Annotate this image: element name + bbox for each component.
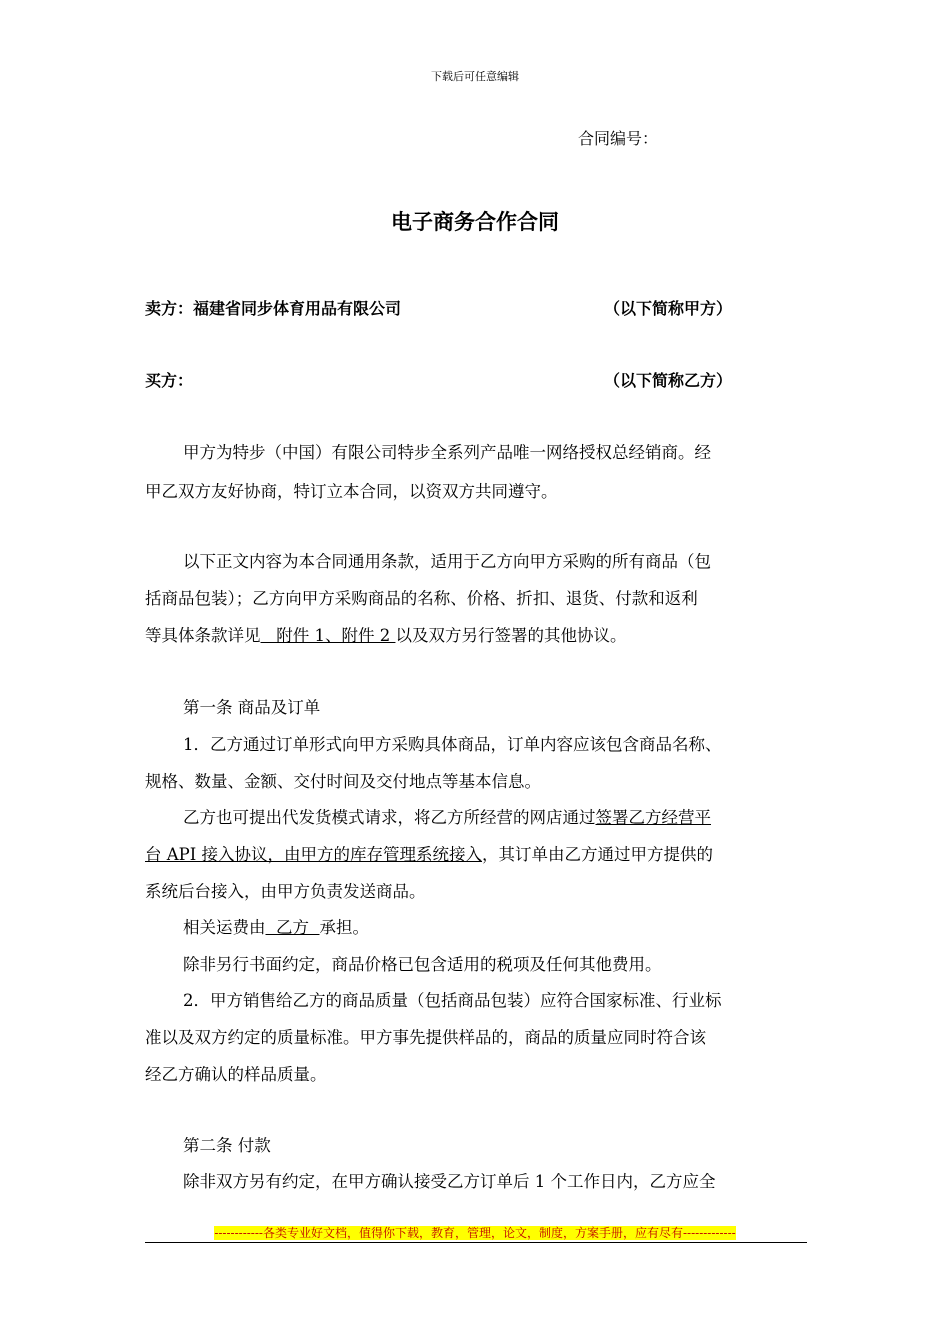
article-1-p2-line-1 xyxy=(183,804,711,828)
general-line-1: 以下正文内容为本合同通用条款，适用于乙方向甲方采购的所有商品（包 xyxy=(183,552,711,571)
article-1-p1-line-2: 规格、数量、金额、交付时间及交付地点等基本信息。 xyxy=(145,772,541,791)
article-1-p2-line-2-post: ，其订单由乙方通过甲方提供的 xyxy=(482,845,714,864)
article-1-p2-line-1-pre: 乙方也可提出代发货模式请求，将乙方所经营的网店通过 xyxy=(183,808,596,827)
header-note: 下载后可任意编辑 xyxy=(431,70,519,83)
article-1-title: 第一条 商品及订单 xyxy=(183,698,321,717)
freight-payer: 乙方 xyxy=(265,918,320,937)
document-title: 电子商务合作合同 xyxy=(391,210,559,234)
article-1-p2-line-2 xyxy=(145,841,713,865)
freight-line xyxy=(183,914,369,938)
freight-post: 承担。 xyxy=(319,918,369,937)
intro-line-1: 甲方为特步（中国）有限公司特步全系列产品唯一网络授权总经销商。经 xyxy=(183,443,711,462)
article-1-p3-line-3: 经乙方确认的样品质量。 xyxy=(145,1065,327,1084)
general-line-3-post: 以及双方另行签署的其他协议。 xyxy=(395,626,627,645)
contract-number-label: 合同编号： xyxy=(578,129,659,148)
general-line-3 xyxy=(145,622,626,646)
attachment-reference: 附件 1、附件 2 xyxy=(260,626,396,645)
article-1-p3-line-2: 准以及双方约定的质量标准。甲方事先提供样品的，商品的质量应同时符合该 xyxy=(145,1028,706,1047)
intro-line-2: 甲乙双方友好协商，特订立本合同，以资双方共同遵守。 xyxy=(145,482,558,501)
article-1-p3-line-1: 2．甲方销售给乙方的商品质量（包括商品包装）应符合国家标准、行业标 xyxy=(183,991,722,1010)
article-1-p1-line-1: 1．乙方通过订单形式向甲方采购具体商品，订单内容应该包含商品名称、 xyxy=(183,735,722,754)
general-line-3-pre: 等具体条款详见 xyxy=(145,626,261,645)
seller-alias: （以下简称甲方） xyxy=(604,299,733,318)
general-line-2: 括商品包装）；乙方向甲方采购商品的名称、价格、折扣、退货、付款和返利 xyxy=(145,589,698,608)
footer-rule xyxy=(145,1242,807,1243)
footer-note-text: ------------各类专业好文档，值得你下载，教育，管理，论文，制度，方案手册，应有尽有------------- xyxy=(214,1226,736,1240)
buyer-alias: （以下简称乙方） xyxy=(604,371,733,390)
article-1-p2-line-3: 系统后台接入，由甲方负责发送商品。 xyxy=(145,882,426,901)
api-agreement-ref-1: 签署乙方经营平 xyxy=(595,808,711,827)
footer-note xyxy=(0,1224,950,1241)
article-2-line-1: 除非双方另有约定，在甲方确认接受乙方订单后 1 个工作日内，乙方应全 xyxy=(183,1172,716,1191)
api-agreement-ref-2: 台 API 接入协议，由甲方的库存管理系统接入 xyxy=(145,845,483,864)
tax-line: 除非另行书面约定，商品价格已包含适用的税项及任何其他费用。 xyxy=(183,955,662,974)
freight-pre: 相关运费由 xyxy=(183,918,266,937)
buyer-label: 买方： xyxy=(145,371,194,390)
article-2-title: 第二条 付款 xyxy=(183,1136,271,1155)
seller-label: 卖方：福建省同步体育用品有限公司 xyxy=(145,299,402,318)
